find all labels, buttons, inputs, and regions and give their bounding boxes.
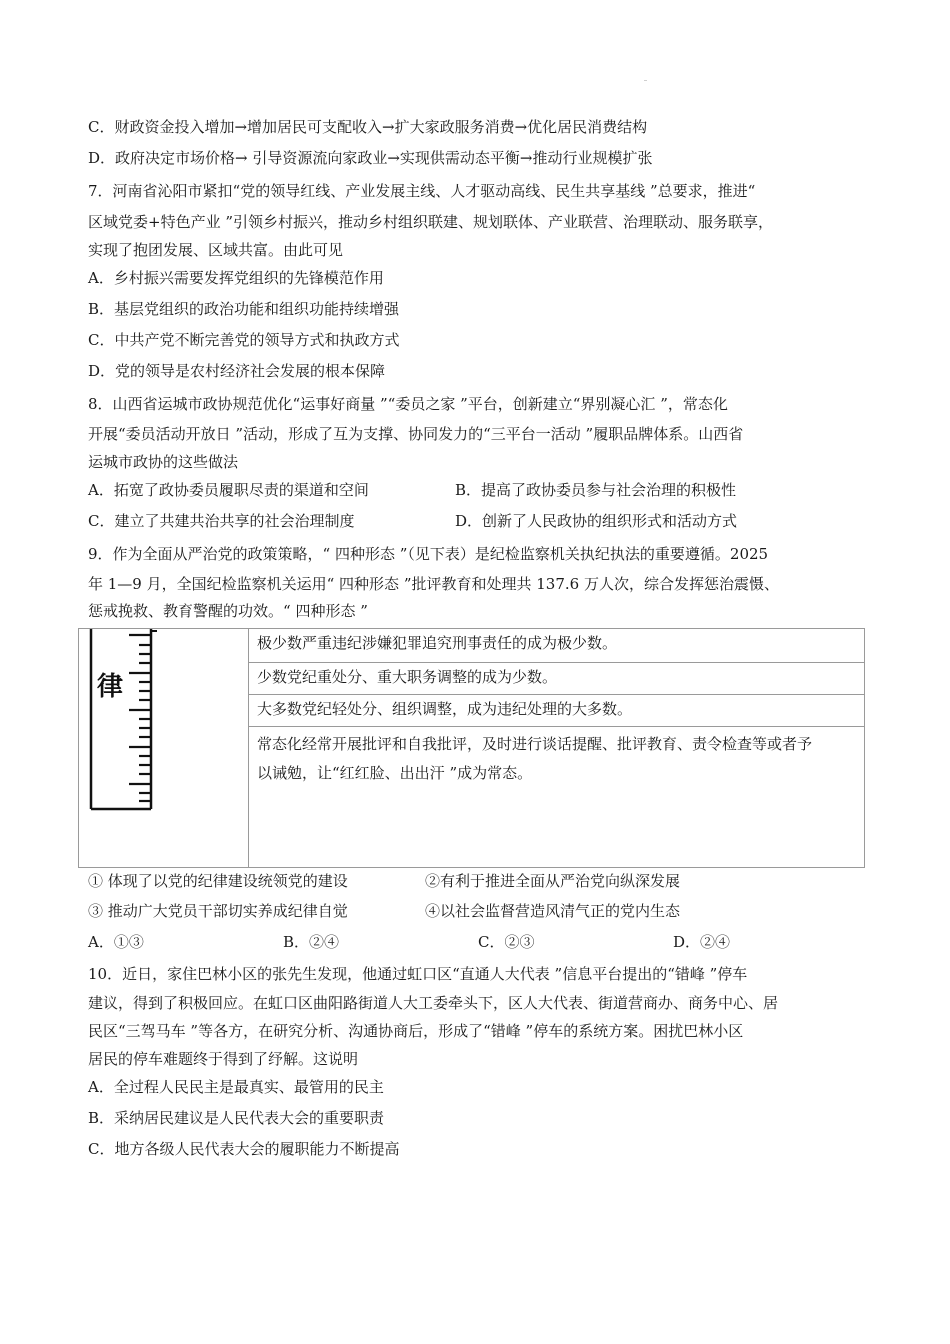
ruler-character: 律 — [97, 672, 124, 702]
q9-option-c: C．②③ — [478, 933, 535, 951]
q7-option-c: C．中共产党不断完善党的领导方式和执政方式 — [88, 331, 400, 349]
q9-statement-1: ① 体现了以党的纪律建设统领党的建设 — [88, 872, 348, 890]
q10-stem-line1: 10．近日，家住巴林小区的张先生发现，他通过虹口区“直通人大代表 ”信息平台提出的“错峰 ”停车 — [88, 965, 748, 983]
q7-stem-line2: 区域党委+特色产业 ”引领乡村振兴，推动乡村组织联建、规划联体、产业联营、治理联动、服务联享， — [88, 213, 774, 231]
table-row-3: 大多数党纪轻处分、组织调整，成为违纪处理的大多数。 — [249, 695, 865, 727]
q9-stem-line1: 9．作为全面从严治党的政策策略，“ 四种形态 ”（见下表）是纪检监察机关执纪执法的重要遵循。2025 — [88, 545, 769, 563]
q8-option-b: B．提高了政协委员参与社会治理的积极性 — [455, 481, 737, 499]
q9-option-a: A．①③ — [88, 933, 144, 951]
q9-statement-2: ②有利于推进全面从严治党向纵深发展 — [425, 872, 681, 890]
q9-stem-line3: 惩戒挽救、教育警醒的功效。“ 四种形态 ” — [88, 602, 368, 620]
q8-option-c: C．建立了共建共治共享的社会治理制度 — [88, 512, 355, 530]
table-row-2: 少数党纪重处分、重大职务调整的成为少数。 — [249, 663, 865, 695]
q8-stem-line1: 8．山西省运城市政协规范优化“运事好商量 ”“委员之家 ”平台，创新建立“界别凝心汇 ”，常态化 — [88, 395, 728, 413]
q8-stem-line3: 运城市政协的这些做法 — [88, 453, 239, 471]
q9-option-d: D．②④ — [673, 933, 731, 951]
q10-option-a: A．全过程人民民主是最真实、最管用的民主 — [88, 1078, 384, 1096]
q6-option-d: D．政府决定市场价格→ 引导资源流向家政业→实现供需动态平衡→推动行业规模扩张 — [88, 149, 653, 167]
q9-statement-3: ③ 推动广大党员干部切实养成纪律自觉 — [88, 902, 348, 920]
q9-stem-line2: 年 1—9 月，全国纪检监察机关运用“ 四种形态 ”批评教育和处理共 137.6 万人次，综合发挥惩治震慑、 — [88, 575, 779, 593]
q10-stem-line2: 建议，得到了积极回应。在虹口区曲阳路街道人大工委牵头下，区人大代表、街道营商办、商务中心、居 — [88, 994, 779, 1012]
q10-stem-line3: 民区“三驾马车 ”等各方，在研究分析、沟通协商后，形成了“错峰 ”停车的系统方案。困扰巴林小区 — [88, 1022, 744, 1040]
q9-option-b: B．②④ — [283, 933, 340, 951]
q8-stem-line2: 开展“委员活动开放日 ”活动，形成了互为支撑、协同发力的“三平台一活动 ”履职品牌体系。山西省 — [88, 425, 744, 443]
four-forms-table — [78, 628, 865, 868]
q8-option-a: A．拓宽了政协委员履职尽责的渠道和空间 — [88, 481, 369, 499]
q8-option-d: D．创新了人民政协的组织形式和活动方式 — [455, 512, 738, 530]
table-row-1: 极少数严重违纪涉嫌犯罪追究刑事责任的成为极少数。 — [249, 629, 865, 663]
q7-option-b: B．基层党组织的政治功能和组织功能持续增强 — [88, 300, 400, 318]
table-row-4 — [249, 727, 865, 867]
q7-stem-line1: 7．河南省沁阳市紧扣“党的领导红线、产业发展主线、人才驱动高线、民生共享基线 ”总要求，推进“ — [88, 182, 756, 200]
q6-option-c: C．财政资金投入增加→增加居民可支配收入→扩大家政服务消费→优化居民消费结构 — [88, 118, 648, 136]
q9-statement-4: ④以社会监督营造风清气正的党内生态 — [425, 902, 681, 920]
table-row-4-line2: 以诫勉，让“红红脸、出出汗 ”成为常态。 — [257, 764, 533, 782]
q10-option-b: B．采纳居民建议是人民代表大会的重要职责 — [88, 1109, 385, 1127]
ruler-illustration — [79, 629, 249, 867]
q7-stem-line3: 实现了抱团发展、区域共富。由此可见 — [88, 241, 344, 259]
page-speck — [644, 80, 647, 81]
q10-option-c: C．地方各级人民代表大会的履职能力不断提高 — [88, 1140, 400, 1158]
q7-option-a: A．乡村振兴需要发挥党组织的先锋模范作用 — [88, 269, 384, 287]
discipline-ruler-image — [79, 629, 249, 867]
table-row-4-line1: 常态化经常开展批评和自我批评，及时进行谈话提醒、批评教育、责令检查等或者予 — [257, 735, 813, 753]
q10-stem-line4: 居民的停车难题终于得到了纾解。这说明 — [88, 1050, 359, 1068]
q7-option-d: D．党的领导是农村经济社会发展的根本保障 — [88, 362, 386, 380]
